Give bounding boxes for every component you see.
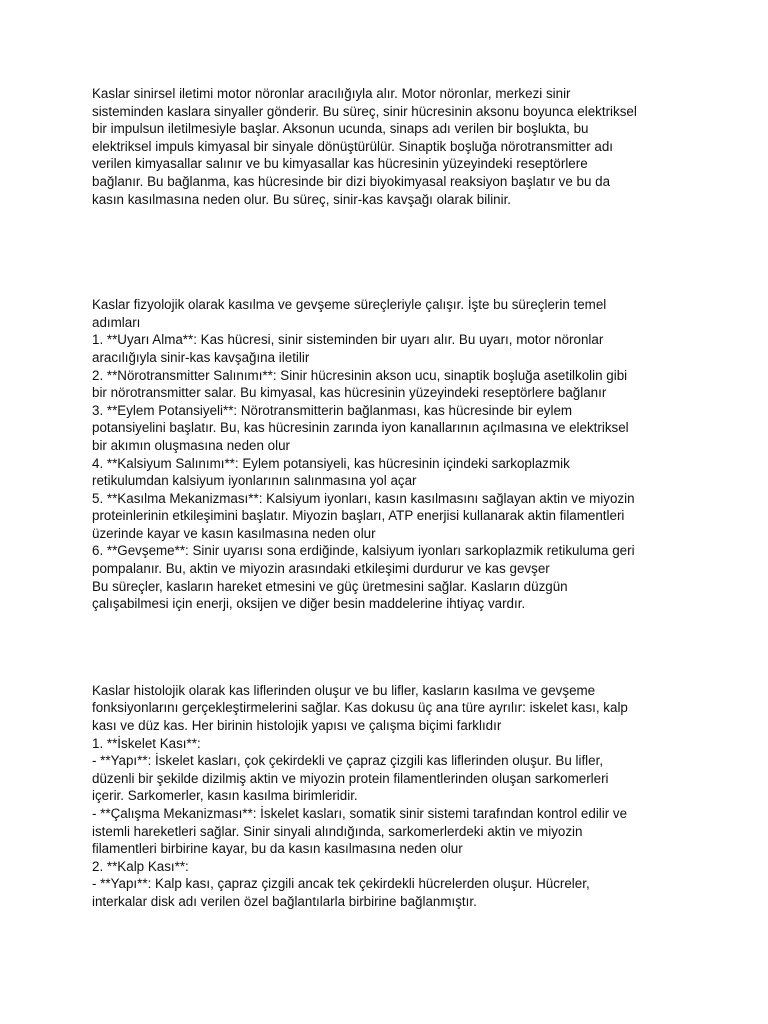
text-line: Bu süreçler, kasların hareket etmesini ve güç üretmesini sağlar. Kasların düzgün bbox=[92, 578, 568, 594]
text-line: kası ve düz kas. Her birinin histolojik yapısı ve çalışma biçimi farklıdır bbox=[92, 718, 502, 734]
text-line: 2. **Nörotransmitter Salınımı**: Sinir hücresinin akson ucu, sinaptik boşluğa asetilkolin gibi bbox=[92, 367, 628, 383]
text-line: içerir. Sarkomerler, kasın kasılma birimleridir. bbox=[92, 788, 358, 804]
text-line: elektriksel impuls kimyasal bir sinyale dönüştürülür. Sinaptik boşluğa nörotransmitter adı bbox=[92, 138, 613, 154]
text-line: 5. **Kasılma Mekanizması**: Kalsiyum iyonları, kasın kasılmasını sağlayan aktin ve miyozin bbox=[92, 490, 635, 506]
text-line: bir akımın oluşmasına neden olur bbox=[92, 437, 290, 453]
text-line: kasın kasılmasına neden olur. Bu süreç, sinir-kas kavşağı olarak bilinir. bbox=[92, 191, 512, 207]
text-line: filamentleri birbirine kayar, bu da kasın kasılmasına neden olur bbox=[92, 841, 463, 857]
document-page bbox=[92, 85, 682, 911]
text-line: üzerinde kayar ve kasın kasılmasına neden olur bbox=[92, 525, 376, 541]
paragraph-physiology bbox=[92, 296, 682, 613]
text-line: retikulumdan kalsiyum iyonlarının salınmasına yol açar bbox=[92, 473, 417, 489]
text-line: Kaslar histolojik olarak kas liflerinden oluşur ve bu lifler, kasların kasılma ve gevşeme bbox=[92, 682, 596, 698]
text-line: interkalar disk adı verilen özel bağlantılarla birbirine bağlanmıştır. bbox=[92, 893, 477, 909]
text-line: bağlanır. Bu bağlanma, kas hücresinde bir dizi biyokimyasal reaksiyon başlatır ve bu da bbox=[92, 173, 611, 189]
text-line: adımları bbox=[92, 314, 141, 330]
text-line: düzenli bir şekilde dizilmiş aktin ve miyozin protein filamentlerinden oluşan sarkomerleri bbox=[92, 770, 609, 786]
text-line: - **Çalışma Mekanizması**: İskelet kasları, somatik sinir sistemi tarafından kontrol edilir ve bbox=[92, 806, 628, 821]
text-line: 3. **Eylem Potansiyeli**: Nörotransmitterin bağlanması, kas hücresinde bir eylem bbox=[92, 402, 573, 418]
text-line: - **Yapı**: İskelet kasları, çok çekirdekli ve çapraz çizgili kas liflerinden oluşur. Bu lifler, bbox=[92, 753, 604, 769]
text-line: 1. **Uyarı Alma**: Kas hücresi, sinir sisteminden bir uyarı alır. Bu uyarı, motor nöronlar bbox=[92, 332, 604, 348]
text-line: Kaslar fizyolojik olarak kasılma ve gevşeme süreçleriyle çalışır. İşte bu süreçlerin temel bbox=[92, 297, 607, 313]
text-line: aracılığıyla sinir-kas kavşağına iletilir bbox=[92, 349, 310, 365]
text-line: 4. **Kalsiyum Salınımı**: Eylem potansiyeli, kas hücresinin içindeki sarkoplazmik bbox=[92, 455, 570, 471]
text-line: fonksiyonlarını gerçekleştirmelerini sağlar. Kas dokusu üç ana türe ayrılır: iskelet kası, kalp bbox=[92, 700, 628, 716]
text-line: proteinlerinin etkileşimini başlatır. Miyozin başları, ATP enerjisi kullanarak aktin filamentleri bbox=[92, 508, 625, 524]
text-line: Kaslar sinirsel iletimi motor nöronlar aracılığıyla alır. Motor nöronlar, merkezi sinir bbox=[92, 86, 571, 101]
text-line: 1. **İskelet Kası**: bbox=[92, 735, 201, 751]
text-line: 6. **Gevşeme**: Sinir uyarısı sona erdiğinde, kalsiyum iyonları sarkoplazmik retikuluma geri bbox=[92, 543, 635, 559]
paragraph-neural-transmission bbox=[92, 85, 682, 208]
text-line: çalışabilmesi için enerji, oksijen ve diğer besin maddelerine ihtiyaç vardır. bbox=[92, 596, 526, 612]
text-line: sisteminden kaslara sinyaller gönderir. Bu süreç, sinir hücresinin aksonu boyunca elektriksel bbox=[92, 103, 637, 119]
text-line: verilen kimyasallar salınır ve bu kimyasallar kas hücresinin yüzeyindeki reseptörlere bbox=[92, 156, 588, 172]
text-line: bir nörotransmitter salar. Bu kimyasal, kas hücresinin yüzeyindeki reseptörlere bağlanır bbox=[92, 385, 607, 401]
paragraph-histology bbox=[92, 682, 682, 911]
text-line: bir impulsun iletilmesiyle başlar. Aksonun ucunda, sinaps adı verilen bir boşlukta, bu bbox=[92, 121, 589, 137]
text-line: potansiyelini başlatır. Bu, kas hücresinin zarında iyon kanallarının açılmasına ve elektriksel bbox=[92, 420, 629, 436]
text-line: - **Yapı**: Kalp kası, çapraz çizgili ancak tek çekirdekli hücrelerden oluşur. Hücreler, bbox=[92, 876, 590, 892]
text-line: istemli hareketleri sağlar. Sinir sinyali alındığında, sarkomerlerdeki aktin ve miyozin bbox=[92, 823, 583, 839]
text-line: 2. **Kalp Kası**: bbox=[92, 858, 189, 874]
text-line: pompalanır. Bu, aktin ve miyozin arasındaki etkileşimi durdurur ve kas gevşer bbox=[92, 561, 550, 577]
